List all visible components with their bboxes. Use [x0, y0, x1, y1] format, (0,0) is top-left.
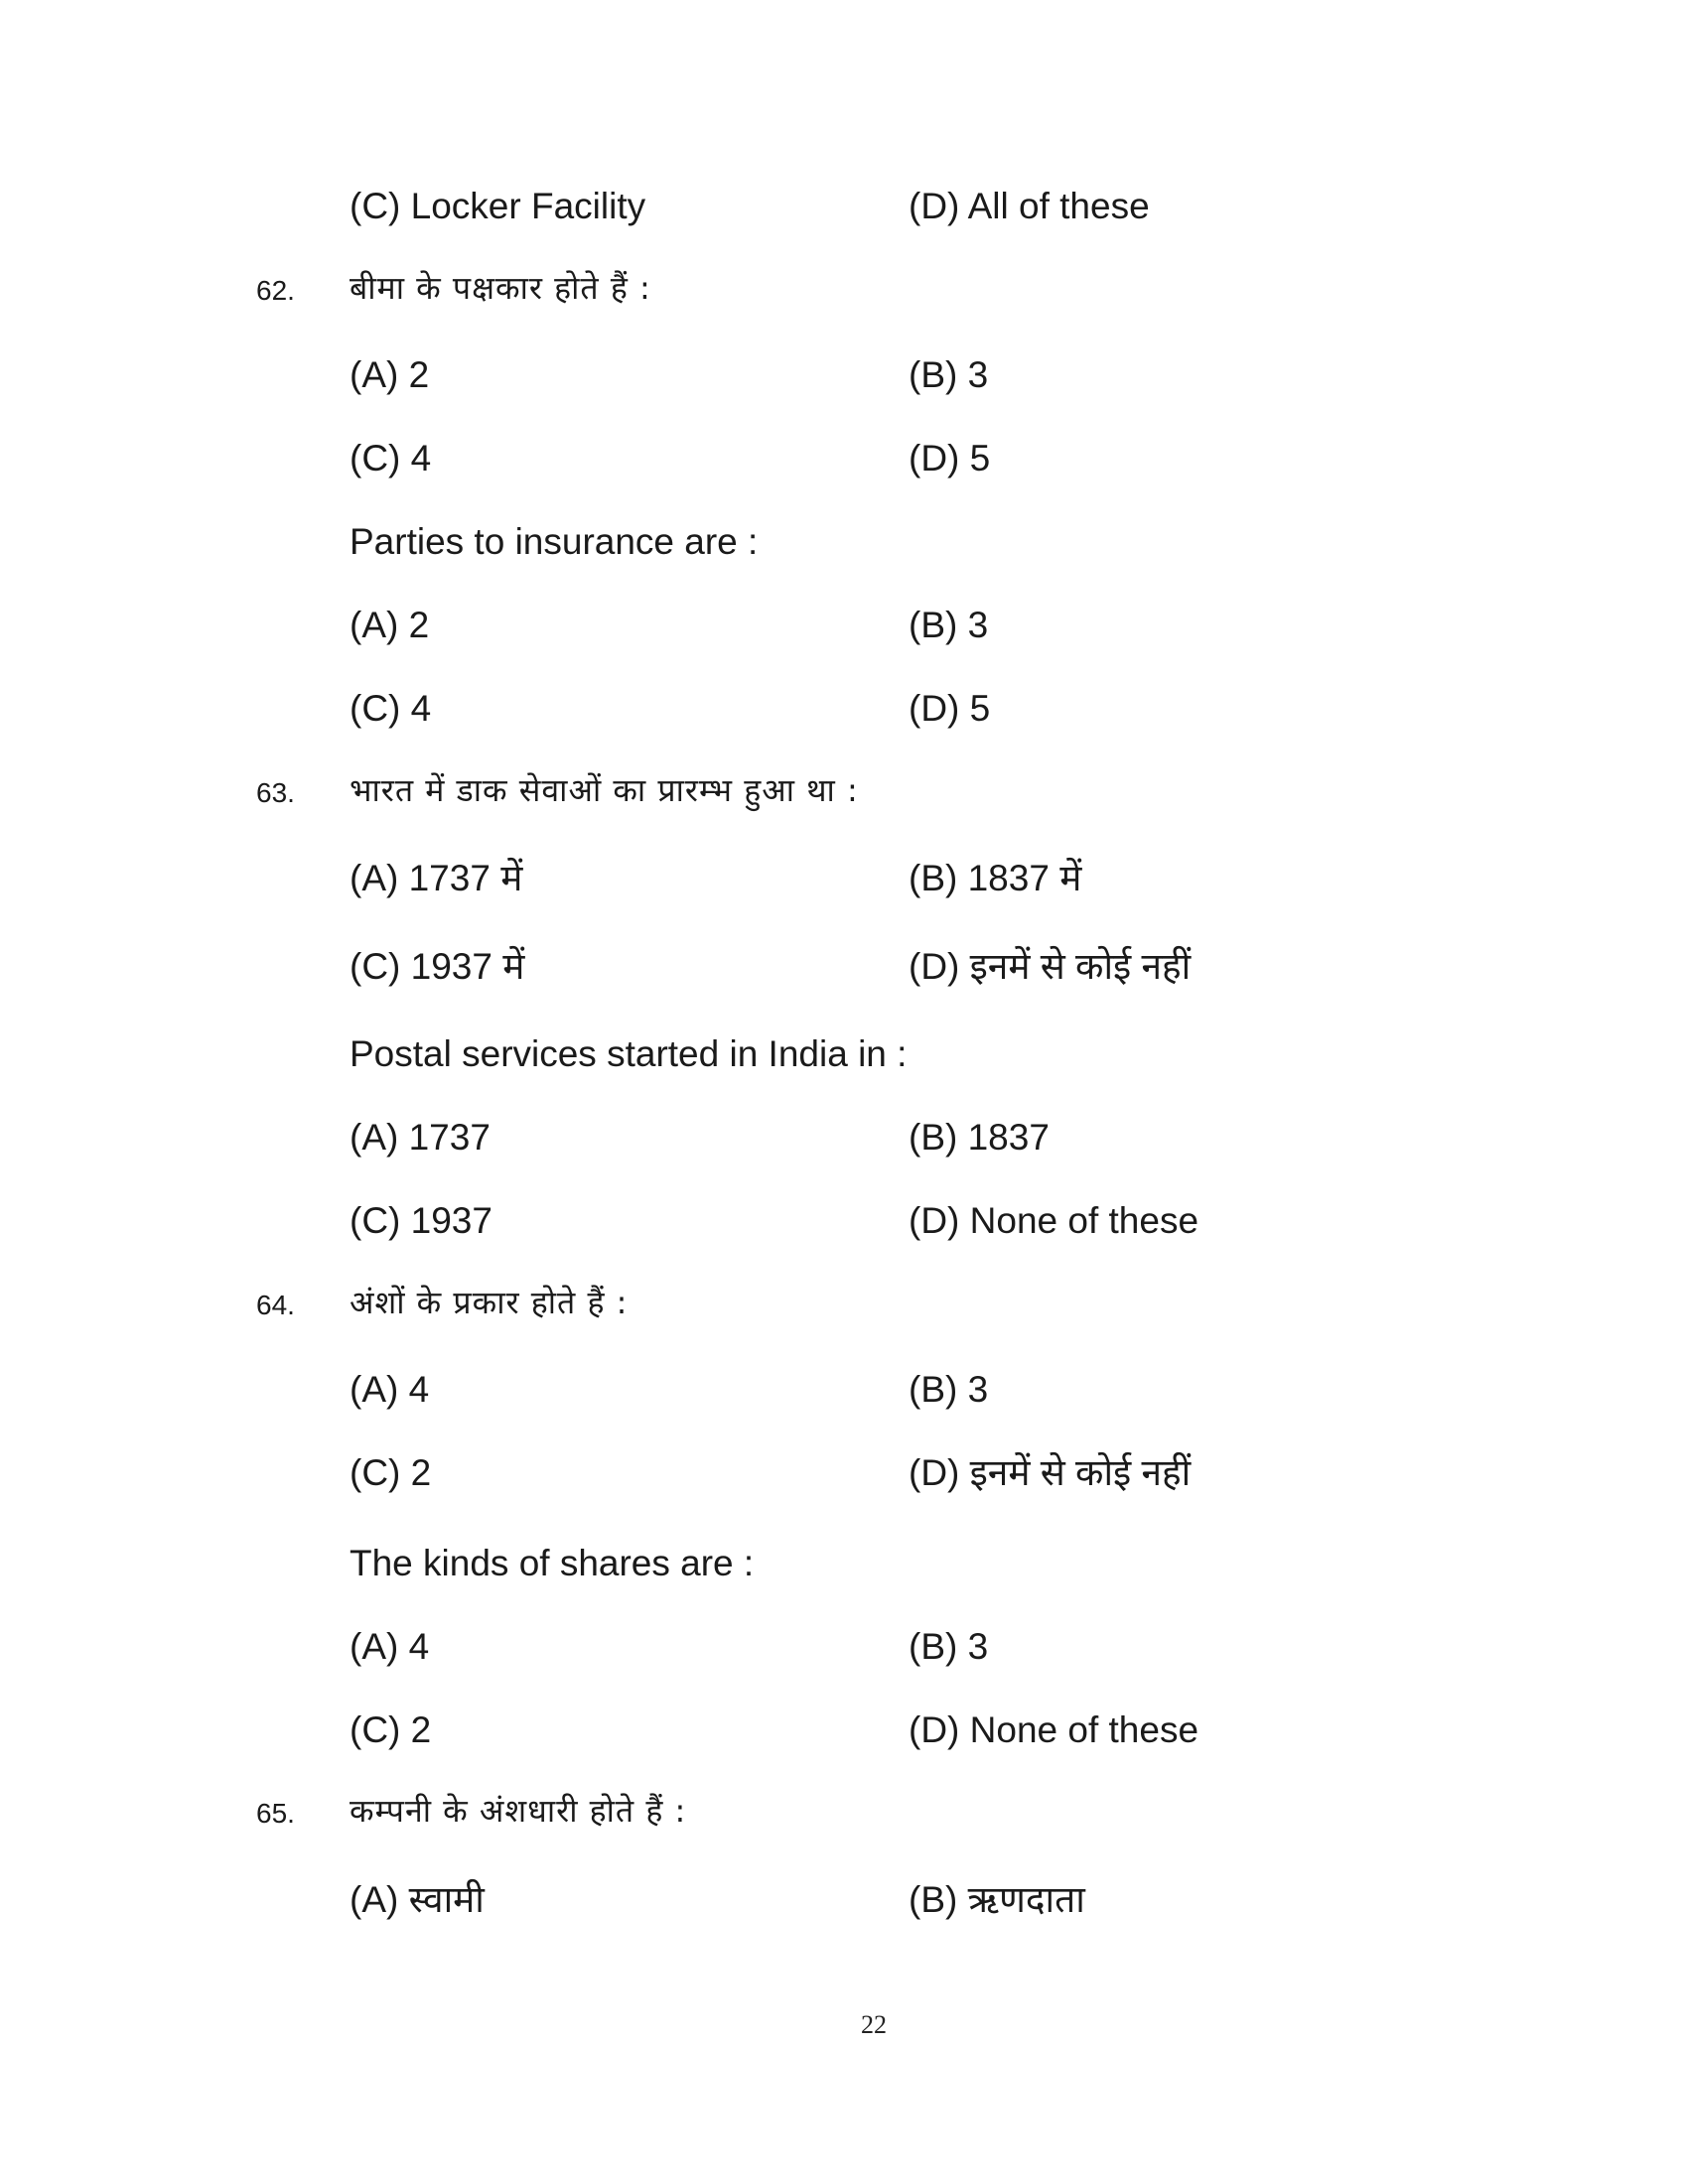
page-number: 22	[861, 2010, 887, 2039]
option-d: (D) All of these	[909, 186, 1150, 226]
option-c: (C) 1937	[350, 1200, 492, 1241]
option-d: (D) 5	[909, 688, 991, 729]
option-b: (B) ऋणदाता	[909, 1879, 1085, 1920]
option-c: (C) Locker Facility	[350, 186, 646, 226]
option-c: (C) 2	[350, 1709, 432, 1750]
question-text-english: Postal services started in India in :	[350, 1033, 908, 1074]
question-text-hindi: कम्पनी के अंशधारी होते हैं :	[350, 1792, 687, 1830]
option-a: (A) 4	[350, 1626, 430, 1667]
option-b: (B) 1837	[909, 1117, 1050, 1158]
option-a: (A) 1737 में	[350, 858, 523, 898]
question-number: 65.	[256, 1798, 295, 1829]
option-b: (B) 3	[909, 354, 989, 395]
option-a: (A) 4	[350, 1369, 430, 1410]
option-a: (A) 2	[350, 354, 430, 395]
option-d: (D) 5	[909, 438, 991, 478]
option-a: (A) स्वामी	[350, 1879, 485, 1920]
option-c: (C) 1937 में	[350, 946, 525, 987]
question-text-hindi: अंशों के प्रकार होते हैं :	[350, 1284, 629, 1321]
question-text-hindi: भारत में डाक सेवाओं का प्रारम्भ हुआ था :	[350, 771, 859, 809]
question-number: 63.	[256, 777, 295, 808]
option-d: (D) None of these	[909, 1709, 1199, 1750]
option-b: (B) 3	[909, 605, 989, 645]
option-c: (C) 4	[350, 688, 432, 729]
question-text-english: Parties to insurance are :	[350, 521, 759, 562]
question-number: 62.	[256, 275, 295, 306]
option-c: (C) 2	[350, 1452, 432, 1493]
option-c: (C) 4	[350, 438, 432, 478]
option-d: (D) इनमें से कोई नहीं	[909, 1452, 1192, 1493]
question-text-hindi: बीमा के पक्षकार होते हैं :	[350, 269, 651, 307]
option-d: (D) None of these	[909, 1200, 1199, 1241]
question-text-english: The kinds of shares are :	[350, 1543, 755, 1583]
option-b: (B) 1837 में	[909, 858, 1082, 898]
option-a: (A) 1737	[350, 1117, 491, 1158]
option-b: (B) 3	[909, 1626, 989, 1667]
option-a: (A) 2	[350, 605, 430, 645]
option-b: (B) 3	[909, 1369, 989, 1410]
option-d: (D) इनमें से कोई नहीं	[909, 946, 1192, 987]
question-number: 64.	[256, 1290, 295, 1320]
